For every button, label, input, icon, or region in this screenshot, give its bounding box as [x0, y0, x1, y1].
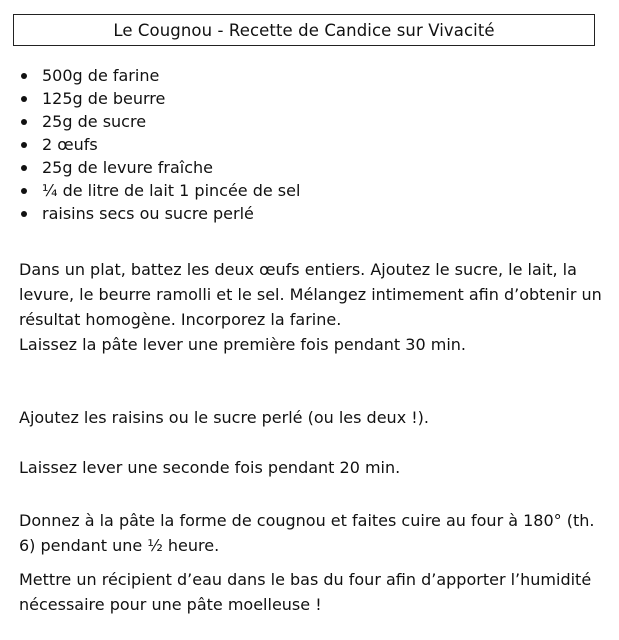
step-raisins — [19, 405, 603, 430]
bullet-icon — [21, 188, 27, 194]
ingredient-text: ¼ de litre de lait 1 pincée de sel — [42, 181, 301, 200]
ingredient-text: 125g de beurre — [42, 89, 166, 108]
step-mixing — [19, 257, 603, 357]
ingredient-item — [20, 179, 300, 202]
step-humidity-tip — [19, 567, 603, 617]
ingredient-text: 2 œufs — [42, 135, 98, 154]
bullet-icon — [21, 142, 27, 148]
step-paragraph: Ajoutez les raisins ou le sucre perlé (ou les deux !). — [19, 408, 429, 427]
ingredient-item — [20, 202, 300, 225]
step-paragraph: Mettre un récipient d’eau dans le bas du four afin d’apporter l’humidité nécessaire pour une pâte moelleuse ! — [19, 570, 592, 614]
ingredients-list — [20, 64, 300, 225]
ingredient-item — [20, 64, 300, 87]
recipe-title: Le Cougnou - Recette de Candice sur Vivacité — [13, 14, 595, 46]
bullet-icon — [21, 119, 27, 125]
step-second-rise — [19, 455, 603, 480]
ingredient-text: 25g de levure fraîche — [42, 158, 213, 177]
ingredient-text: 500g de farine — [42, 66, 160, 85]
ingredient-item — [20, 87, 300, 110]
bullet-icon — [21, 165, 27, 171]
ingredient-text: raisins secs ou sucre perlé — [42, 204, 254, 223]
step-baking — [19, 508, 603, 558]
bullet-icon — [21, 73, 27, 79]
bullet-icon — [21, 211, 27, 217]
step-paragraph: Laissez la pâte lever une première fois pendant 30 min. — [19, 335, 466, 354]
ingredient-item — [20, 133, 300, 156]
step-paragraph: Dans un plat, battez les deux œufs entiers. Ajoutez le sucre, le lait, la levure, le beurre ramolli et le sel. Mélangez intimement afin d’obtenir un résultat homogène. Incorporez la farine. — [19, 260, 602, 329]
ingredient-text: 25g de sucre — [42, 112, 147, 131]
ingredient-item — [20, 110, 300, 133]
step-paragraph: Laissez lever une seconde fois pendant 20 min. — [19, 458, 401, 477]
ingredient-item — [20, 156, 300, 179]
step-paragraph: Donnez à la pâte la forme de cougnou et faites cuire au four à 180° (th. 6) pendant une ½ heure. — [19, 511, 595, 555]
bullet-icon — [21, 96, 27, 102]
